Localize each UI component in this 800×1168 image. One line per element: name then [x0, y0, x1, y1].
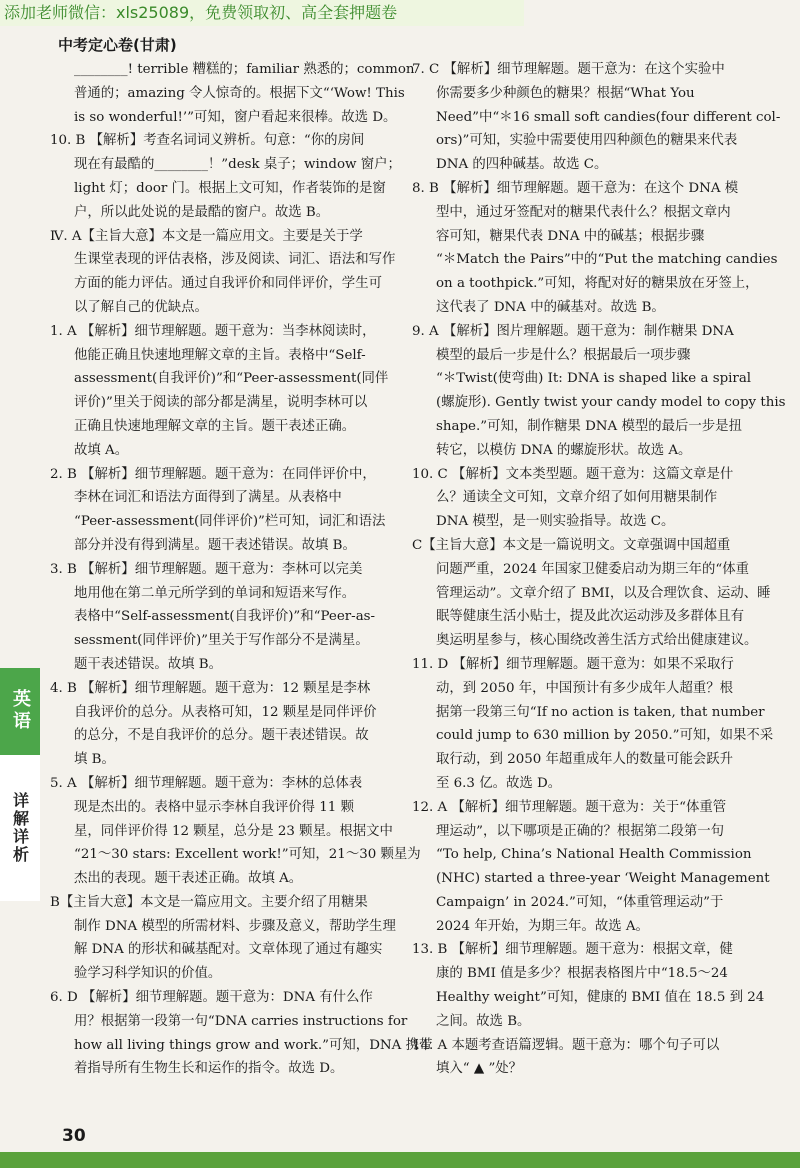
text-line: “21～30 stars: Excellent work!”可知，21～30 颗星为 — [74, 847, 421, 863]
text-line: 制作 DNA 模型的所需材料、步骤及意义，帮助学生理 — [74, 918, 396, 934]
text-line: 的总分，不是自我评价的总分。题干表述错误。故 — [74, 728, 369, 744]
text-line: 10. C 【解析】文本类型题。题干意为：这篇文章是什 — [412, 466, 734, 482]
text-line: shape.”可知，制作糖果 DNA 模型的最后一步是扭 — [436, 418, 742, 434]
text-line: 奥运明星参与，核心围绕改善生活方式给出健康建议。 — [436, 633, 758, 649]
text-line: 户，所以此处说的是最酷的窗户。故选 B。 — [74, 204, 330, 220]
text-line: “＊Twist(使弯曲) It: DNA is shaped like a spiral — [436, 371, 752, 387]
text-line: 12. A 【解析】细节理解题。题干意为：关于“体重管 — [412, 799, 727, 815]
text-line: 之间。故选 B。 — [436, 1013, 531, 1029]
text-line: 动，到 2050 年，中国预计有多少成年人超重？根 — [436, 680, 734, 696]
text-line: 管理运动”。文章介绍了 BMI，以及合理饮食、运动、睡 — [436, 585, 771, 601]
text-line: 2024 年开始，为期三年。故选 A。 — [436, 918, 649, 934]
text-line: 10. B 【解析】考查名词词义辨析。句意：“你的房间 — [50, 133, 365, 149]
text-line: 理运动”，以下哪项是正确的？根据第二段第一句 — [436, 823, 725, 839]
text-line: 李林在词汇和语法方面得到了满星。从表格中 — [74, 490, 342, 506]
subject-side-tab — [0, 668, 40, 900]
book-title: 中考定心卷(甘肃) — [58, 36, 177, 54]
subject-label: 英语 — [0, 668, 40, 754]
right-column — [412, 58, 786, 1081]
text-line: 2. B 【解析】细节理解题。题干意为：在同伴评价中， — [50, 466, 376, 482]
text-line: DNA 的四种碱基。故选 C。 — [436, 157, 608, 173]
text-line: 14. A 本题考查语篇逻辑。题干意为：哪个句子可以 — [412, 1037, 720, 1053]
text-line: sessment(同伴评价)”里关于写作部分不是满星。 — [74, 633, 369, 649]
text-line: 6. D 【解析】细节理解题。题干意为：DNA 有什么作 — [50, 990, 373, 1006]
text-line: 验学习科学知识的价值。 — [74, 966, 222, 982]
text-line: 现在有最酷的________！”desk 桌子；window 窗户； — [74, 157, 401, 173]
text-line: (螺旋形). Gently twist your candy model to copy this — [436, 395, 786, 411]
section-label: 详解详析 — [0, 754, 40, 901]
text-line: 5. A 【解析】细节理解题。题干意为：李林的总体表 — [50, 775, 363, 791]
text-line: assessment(自我评价)”和“Peer-assessment(同伴 — [74, 371, 389, 387]
text-line: 3. B 【解析】细节理解题。题干意为：李林可以完美 — [50, 561, 363, 577]
text-line: 这代表了 DNA 中的碱基对。故选 B。 — [436, 299, 665, 315]
text-line: 容可知，糖果代表 DNA 中的碱基；根据步骤 — [436, 228, 705, 244]
left-column — [50, 58, 433, 1081]
text-line: 用？根据第一段第一句“DNA carries instructions for — [74, 1013, 408, 1029]
text-line: “To help, China’s National Health Commission — [436, 847, 752, 863]
text-line: 8. B 【解析】细节理解题。题干意为：在这个 DNA 模 — [412, 180, 739, 196]
text-line: “＊Match the Pairs”中的“Put the matching candies — [436, 252, 778, 268]
bottom-bar — [0, 1152, 800, 1168]
text-line: 故填 A。 — [74, 442, 129, 458]
text-line: 据第一段第三句“If no action is taken, that number — [436, 704, 765, 720]
text-line: 11. D 【解析】细节理解题。题干意为：如果不采取行 — [412, 656, 734, 672]
text-line: 题干表述错误。故填 B。 — [74, 656, 223, 672]
text-line: (NHC) started a three-year ‘Weight Management — [436, 871, 770, 887]
page-number: 30 — [62, 1126, 86, 1146]
text-line: 星，同伴评价得 12 颗星，总分是 23 颗星。根据文中 — [74, 823, 393, 839]
text-line: Ⅳ. A【主旨大意】本文是一篇应用文。主要是关于学 — [50, 228, 363, 244]
text-line: 问题严重，2024 年国家卫健委启动为期三年的“体重 — [436, 561, 749, 577]
text-line: 4. B 【解析】细节理解题。题干意为：12 颗星是李林 — [50, 680, 371, 696]
text-line: is so wonderful!’”可知，窗户看起来很棒。故选 D。 — [74, 109, 397, 125]
text-line: ors)”可知，实验中需要使用四种颜色的糖果来代表 — [436, 133, 738, 149]
text-line: 型中，通过牙签配对的糖果代表什么？根据文章内 — [436, 204, 731, 220]
text-line: B【主旨大意】本文是一篇应用文。主要介绍了用糖果 — [50, 894, 368, 910]
text-line: 评价)”里关于阅读的部分都是满星，说明李林可以 — [74, 395, 368, 411]
text-line: 生课堂表现的评估表格，涉及阅读、词汇、语法和写作 — [74, 252, 396, 268]
text-line: 正确且快速地理解文章的主旨。题干表述正确。 — [74, 418, 356, 434]
text-line: 现是杰出的。表格中显示李林自我评价得 11 颗 — [74, 799, 354, 815]
text-line: “Peer-assessment(同伴评价)”栏可知，词汇和语法 — [74, 514, 386, 530]
text-line: 至 6.3 亿。故选 D。 — [436, 775, 562, 791]
text-line: 康的 BMI 值是多少？根据表格图片中“18.5～24 — [436, 966, 728, 982]
text-line: 模型的最后一步是什么？根据最后一项步骤 — [436, 347, 691, 363]
text-line: 1. A 【解析】细节理解题。题干意为：当李林阅读时， — [50, 323, 376, 339]
text-line: 地用他在第二单元所学到的单词和短语来写作。 — [74, 585, 356, 601]
text-line: 普通的；amazing 令人惊奇的。根据下文“‘Wow! This — [74, 85, 405, 101]
text-line: on a toothpick.”可知，将配对好的糖果放在牙签上， — [436, 276, 759, 292]
text-line: 部分并没有得到满星。题干表述错误。故填 B。 — [74, 537, 356, 553]
text-line: 么？通读全文可知，文章介绍了如何用糖果制作 — [436, 490, 718, 506]
text-line: 填 B。 — [74, 752, 115, 768]
text-line: 你需要多少种颜色的糖果？根据“What You — [436, 85, 695, 101]
text-line: DNA 模型，是一则实验指导。故选 C。 — [436, 514, 675, 530]
text-line: Campaign’ in 2024.”可知，“体重管理运动”于 — [436, 894, 724, 910]
text-line: could jump to 630 million by 2050.”可知，如果不采 — [436, 728, 774, 744]
text-line: 取行动，到 2050 年超重成年人的数量可能会跃升 — [436, 752, 734, 768]
text-line: Need”中“＊16 small soft candies(four different col- — [436, 109, 781, 125]
text-line: 他能正确且快速地理解文章的主旨。表格中“Self- — [74, 347, 366, 363]
text-line: 方面的能力评估。通过自我评价和同伴评价，学生可 — [74, 276, 382, 292]
text-line: light 灯；door 门。根据上文可知，作者装饰的是窗 — [74, 180, 386, 196]
text-line: 以了解自己的优缺点。 — [74, 299, 208, 315]
promo-banner: 添加老师微信：xls25089，免费领取初、高全套押题卷 — [0, 0, 524, 26]
text-line: how all living things grow and work.”可知，DNA 携带 — [74, 1037, 433, 1053]
text-line: 13. B 【解析】细节理解题。题干意为：根据文章，健 — [412, 942, 733, 958]
text-line: 解 DNA 的形状和碱基配对。文章体现了通过有趣实 — [74, 942, 383, 958]
text-line: 自我评价的总分。从表格可知，12 颗星是同伴评价 — [74, 704, 377, 720]
text-line: 填入“ ▲ ”处？ — [436, 1061, 523, 1077]
text-line: 7. C 【解析】细节理解题。题干意为：在这个实验中 — [412, 62, 725, 77]
text-line: 转它，以模仿 DNA 的螺旋形状。故选 A。 — [436, 442, 692, 458]
text-line: 着指导所有生物生长和运作的指令。故选 D。 — [74, 1061, 344, 1077]
text-line: ________! terrible 糟糕的；familiar 熟悉的；common — [74, 62, 415, 77]
text-line: 眠等健康生活小贴士，提及此次运动涉及多群体且有 — [436, 609, 744, 625]
text-line: 表格中“Self-assessment(自我评价)”和“Peer-as- — [74, 609, 376, 625]
text-line: C【主旨大意】本文是一篇说明文。文章强调中国超重 — [412, 537, 731, 553]
text-line: 杰出的表现。题干表述正确。故填 A。 — [74, 871, 303, 887]
text-line: 9. A 【解析】图片理解题。题干意为：制作糖果 DNA — [412, 323, 734, 339]
text-line: Healthy weight”可知，健康的 BMI 值在 18.5 到 24 — [436, 990, 765, 1006]
